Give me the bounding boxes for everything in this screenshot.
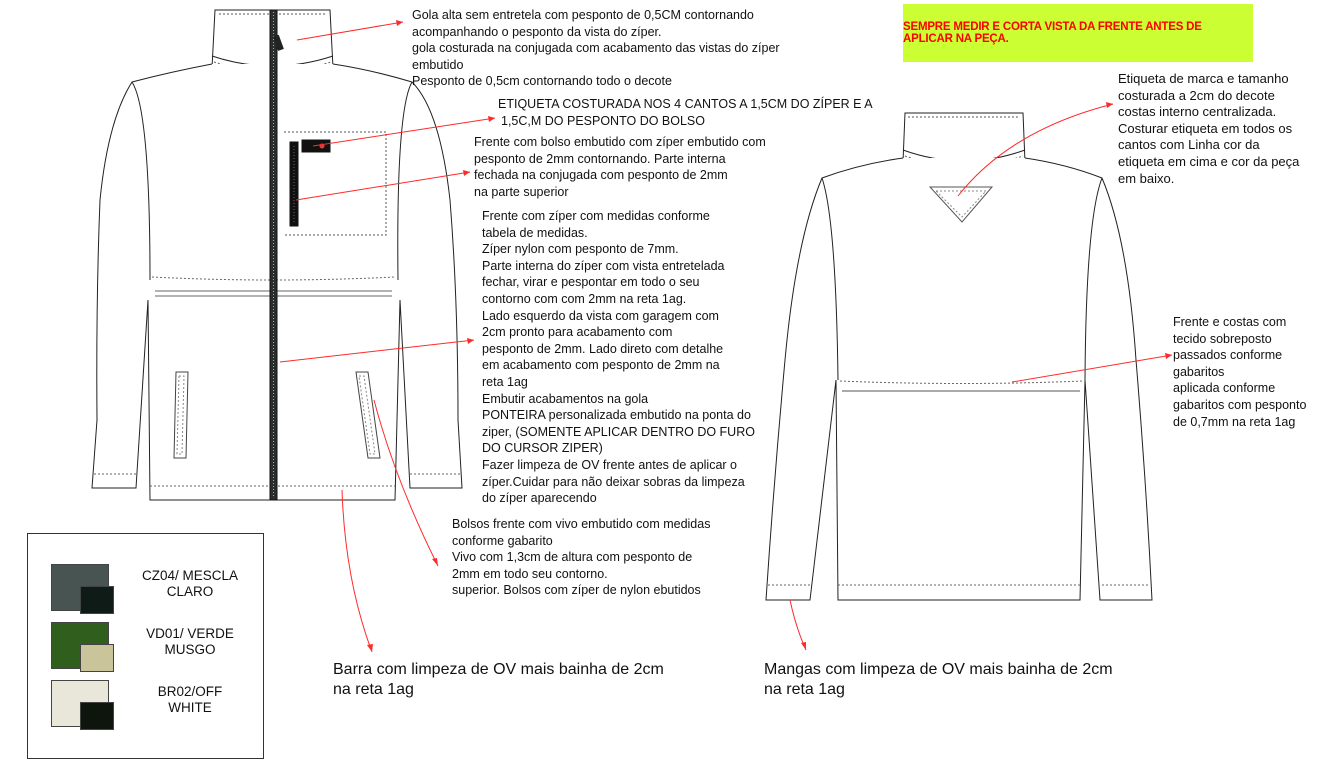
swatch-label: BR02/OFF WHITE <box>157 684 223 715</box>
color-swatch-cz04 <box>28 564 263 612</box>
swatch-label: CZ04/ MESCLA CLARO <box>141 568 239 599</box>
note-sleeves: Mangas com limpeza de OV mais bainha de 2cm na reta 1ag <box>764 661 1113 698</box>
swatch-secondary <box>80 702 114 730</box>
color-swatch-vd01 <box>28 622 263 670</box>
note-collar: Gola alta sem entretela com pesponto de 0,5CM contornando acompanhando o pesponto da vista do zíper. gola costurada na conjugada com acabamento das vistas do zíper embutido Pesponto de 0,5cm contornando todo o decote <box>412 8 780 89</box>
warning-text: SEMPRE MEDIR E CORTA VISTA DA FRENTE ANTES DE APLICAR NA PEÇA. <box>903 21 1202 45</box>
note-chest-pocket: Frente com bolso embutido com zíper embutido com pesponto de 2mm contornando. Parte interna fechada na conjugada com pesponto de 2mm na parte superior <box>474 135 766 199</box>
swatch-label: VD01/ VERDE MUSGO <box>146 626 234 657</box>
warning-banner <box>903 4 1253 62</box>
note-label-front: ETIQUETA COSTURADA NOS 4 CANTOS A 1,5CM DO ZÍPER E A 1,5C,M DO PESPONTO DO BOLSO <box>498 97 873 128</box>
note-overlay: Frente e costas com tecido sobreposto passados conforme gabaritos aplicada conforme gabaritos com pesponto de 0,7mm na reta 1ag <box>1173 315 1307 429</box>
color-swatch-br02 <box>28 680 263 728</box>
note-side-pockets: Bolsos frente com vivo embutido com medidas conforme gabarito Vivo com 1,3cm de altura com pesponto de 2mm em todo seu contorno. superior. Bolsos com zíper de nylon ebutidos <box>452 517 711 598</box>
note-zipper: Frente com zíper com medidas conforme tabela de medidas. Zíper nylon com pesponto de 7mm. Parte interna do zíper com vista entretelada fechar, virar e pespontar em todo o seu contorno com com 2mm na reta 1ag. Lado esquerdo da vista com garagem com 2cm pronto para acabamento com pesponto de 2mm. Lado direto com detalhe em acabamento com pesponto de 2mm na reta 1ag Embutir acabamentos na gola PONTEIRA personalizada embutido na ponta do ziper, (SOMENTE APLICAR DENTRO DO FURO DO CURSOR ZIPER) Fazer limpeza de OV frente antes de aplicar o zíper.Cuidar para não deixar sobras da limpeza do zíper aparecendo <box>482 209 755 506</box>
note-hem: Barra com limpeza de OV mais bainha de 2cm na reta 1ag <box>333 661 664 698</box>
swatch-secondary <box>80 644 114 672</box>
swatch-secondary <box>80 586 114 614</box>
back-jacket <box>766 113 1152 600</box>
note-back-label: Etiqueta de marca e tamanho costurada a 2cm do decote costas interno centralizada. Costurar etiqueta em todos os cantos com Linha cor da etiqueta em cima e cor da peça em baixo. <box>1118 71 1300 186</box>
color-legend <box>27 533 264 759</box>
